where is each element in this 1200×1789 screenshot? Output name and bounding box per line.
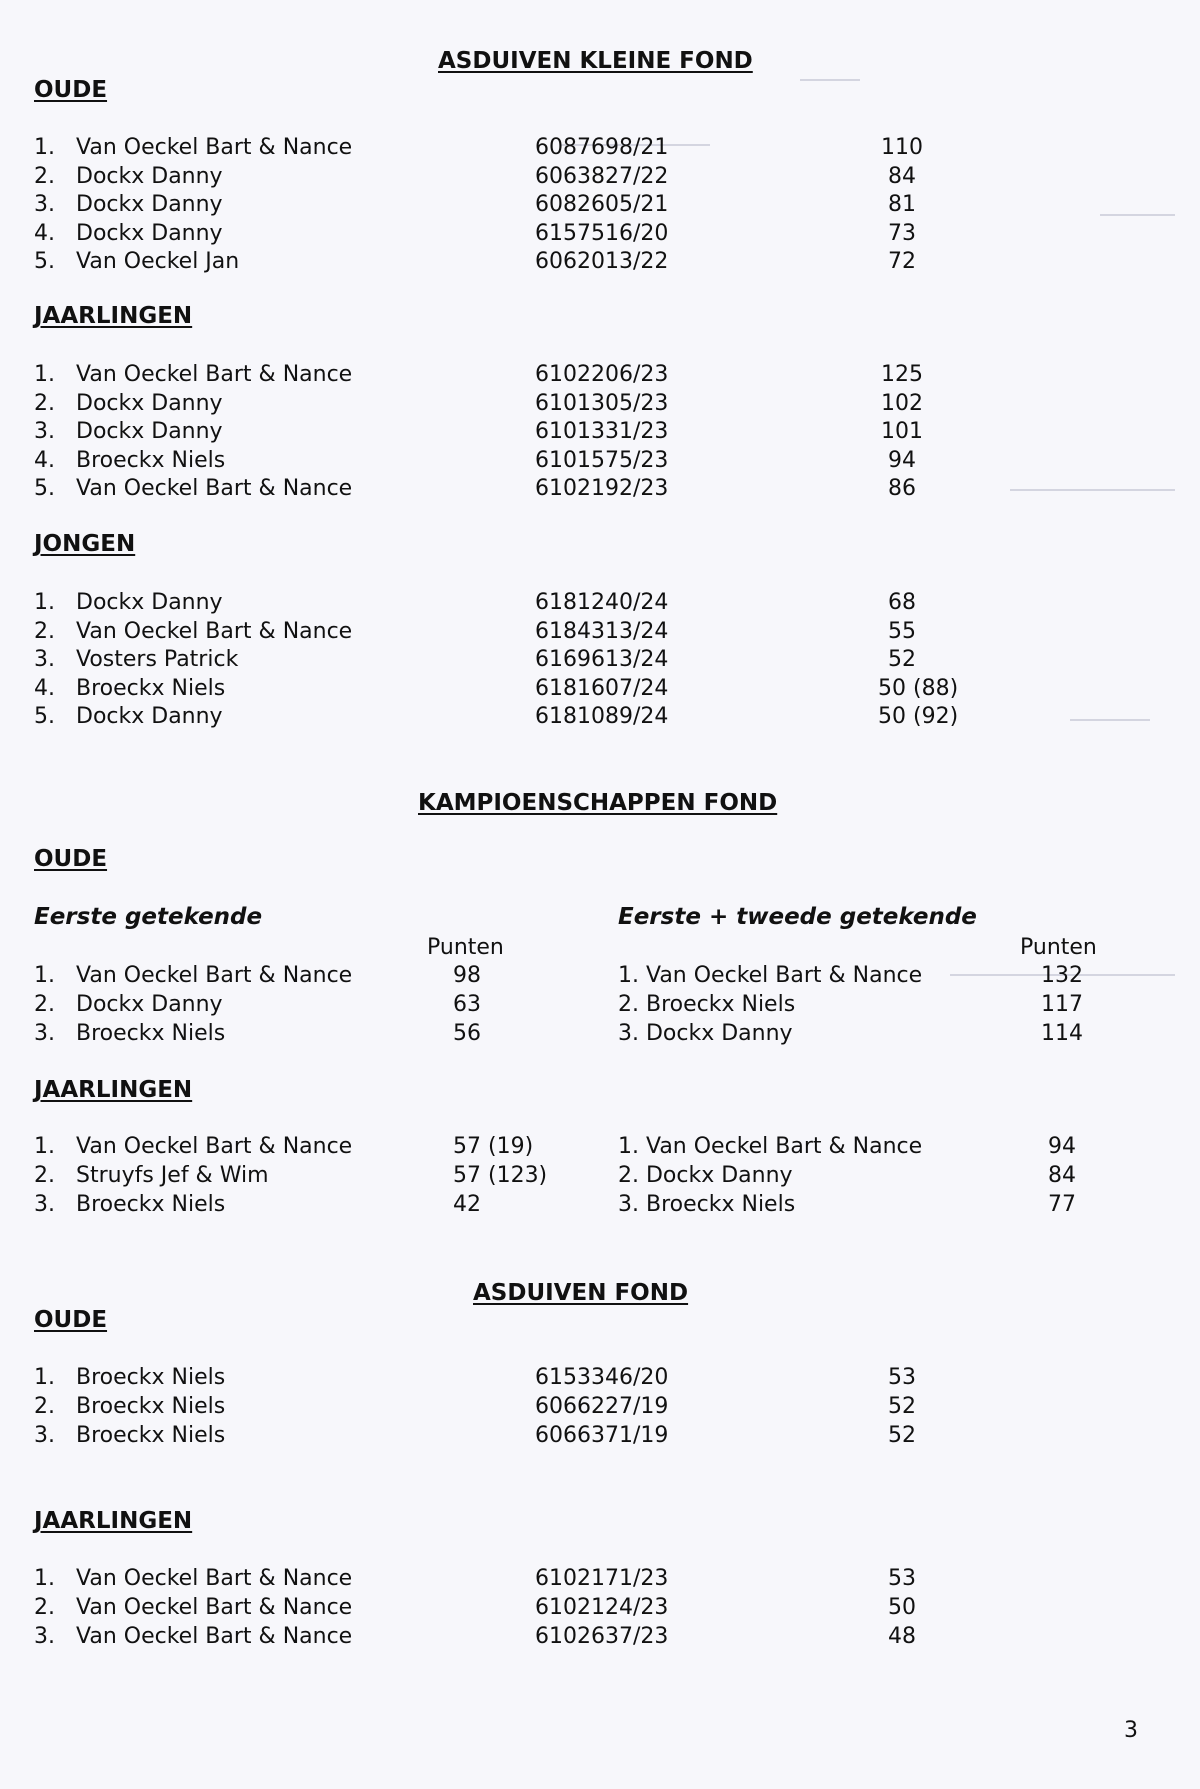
rank-number: 4. [34, 675, 55, 701]
fancier-name: 3. Dockx Danny [618, 1020, 793, 1046]
list-item [34, 221, 1034, 249]
punten-label: Punten [427, 935, 504, 960]
fancier-name: 1. Van Oeckel Bart & Nance [618, 1134, 923, 1159]
score-value: 53 [888, 1365, 916, 1390]
fancier-name: Broeckx Niels [76, 1020, 226, 1046]
fancier-name: Dockx Danny [76, 991, 223, 1017]
list-item [618, 992, 1098, 1020]
score-value: 52 [888, 1422, 916, 1448]
points-value: 57 (19) [453, 1134, 534, 1159]
score-value: 125 [881, 362, 923, 387]
points-value: 132 [1041, 963, 1083, 988]
points-value: 42 [453, 1191, 481, 1217]
list-item [618, 1192, 1098, 1220]
points-value: 94 [1048, 1134, 1076, 1159]
list-item [34, 619, 1034, 647]
fancier-name: Van Oeckel Bart & Nance [76, 1623, 353, 1649]
score-value: 53 [888, 1566, 916, 1591]
score-value: 50 (92) [878, 704, 959, 729]
ring-number: 6062013/22 [535, 249, 669, 274]
rank-number: 2. [34, 390, 55, 416]
rank-number: 1. [34, 1365, 55, 1390]
list-item [34, 164, 1034, 192]
fancier-name: Van Oeckel Bart & Nance [76, 618, 353, 644]
subheading-eerste-getekende: Eerste getekende [34, 904, 263, 930]
list-item [34, 676, 1034, 704]
rank-number: 5. [34, 704, 55, 729]
rank-number: 4. [34, 447, 55, 473]
points-value: 63 [453, 991, 481, 1017]
list-item [618, 963, 1098, 991]
rank-number: 3. [34, 419, 55, 444]
rank-number: 4. [34, 220, 55, 246]
list-item [34, 249, 1034, 277]
score-value: 94 [888, 447, 916, 473]
heading-oude: OUDE [34, 846, 108, 872]
ring-number: 6181089/24 [535, 704, 669, 729]
rank-number: 5. [34, 249, 55, 274]
score-value: 102 [881, 390, 923, 416]
rank-number: 1. [34, 1134, 55, 1159]
fancier-name: 1. Van Oeckel Bart & Nance [618, 963, 923, 988]
heading-jaarlingen: JAARLINGEN [34, 303, 193, 329]
fancier-name: Van Oeckel Bart & Nance [76, 963, 353, 988]
list-item [34, 992, 574, 1020]
points-value: 84 [1048, 1162, 1076, 1188]
score-value: 48 [888, 1623, 916, 1649]
rank-number: 1. [34, 135, 55, 160]
score-value: 86 [888, 476, 916, 501]
points-value: 77 [1048, 1191, 1076, 1217]
heading-oude: OUDE [34, 1307, 108, 1333]
ring-number: 6063827/22 [535, 163, 669, 189]
rank-number: 3. [34, 1422, 55, 1448]
fancier-name: Broeckx Niels [76, 1365, 226, 1390]
list-item [34, 1566, 1034, 1594]
score-value: 81 [888, 192, 916, 217]
rank-number: 3. [34, 192, 55, 217]
ring-number: 6169613/24 [535, 647, 669, 672]
rank-number: 1. [34, 590, 55, 615]
fancier-name: Van Oeckel Bart & Nance [76, 1594, 353, 1620]
list-item [34, 1192, 574, 1220]
score-value: 55 [888, 618, 916, 644]
score-value: 84 [888, 163, 916, 189]
score-value: 52 [888, 1393, 916, 1419]
fancier-name: Vosters Patrick [76, 647, 239, 672]
score-value: 72 [888, 249, 916, 274]
ring-number: 6184313/24 [535, 618, 669, 644]
rank-number: 1. [34, 963, 55, 988]
score-value: 50 (88) [878, 675, 959, 701]
heading-jaarlingen: JAARLINGEN [34, 1508, 193, 1534]
list-item [34, 391, 1034, 419]
list-item [34, 1595, 1034, 1623]
section-title-kleine-fond: ASDUIVEN KLEINE FOND [438, 48, 753, 74]
rank-number: 1. [34, 1566, 55, 1591]
rank-number: 3. [34, 647, 55, 672]
points-value: 117 [1041, 991, 1083, 1017]
list-item [34, 1394, 1034, 1422]
fancier-name: Dockx Danny [76, 419, 223, 444]
list-item [34, 192, 1034, 220]
ring-number: 6181240/24 [535, 590, 669, 615]
ring-number: 6153346/20 [535, 1365, 669, 1390]
list-item [34, 448, 1034, 476]
fancier-name: Dockx Danny [76, 390, 223, 416]
ring-number: 6102192/23 [535, 476, 669, 501]
page-number: 3 [1124, 1718, 1138, 1743]
rank-number: 2. [34, 1594, 55, 1620]
score-value: 110 [881, 135, 923, 160]
list-item [34, 476, 1034, 504]
list-item [34, 419, 1034, 447]
heading-oude: OUDE [34, 77, 108, 103]
score-value: 73 [888, 220, 916, 246]
points-value: 98 [453, 963, 481, 988]
section-title-fond: ASDUIVEN FOND [473, 1280, 689, 1306]
list-item [34, 362, 1034, 390]
section-title-kampioenschappen: KAMPIOENSCHAPPEN FOND [418, 790, 778, 816]
fancier-name: Broeckx Niels [76, 675, 226, 701]
score-value: 50 [888, 1594, 916, 1620]
fancier-name: Broeckx Niels [76, 447, 226, 473]
fancier-name: Van Oeckel Bart & Nance [76, 362, 353, 387]
ring-number: 6181607/24 [535, 675, 669, 701]
rank-number: 3. [34, 1191, 55, 1217]
ring-number: 6066371/19 [535, 1422, 669, 1448]
rank-number: 1. [34, 362, 55, 387]
ring-number: 6101331/23 [535, 419, 669, 444]
ring-number: 6087698/21 [535, 135, 669, 160]
points-value: 114 [1041, 1020, 1083, 1046]
fancier-name: 3. Broeckx Niels [618, 1191, 796, 1217]
list-item [618, 1021, 1098, 1049]
punten-label: Punten [1020, 935, 1097, 960]
points-value: 56 [453, 1020, 481, 1046]
rank-number: 2. [34, 163, 55, 189]
ring-number: 6066227/19 [535, 1393, 669, 1419]
fancier-name: Dockx Danny [76, 220, 223, 246]
list-item [34, 1163, 574, 1191]
list-item [34, 590, 1034, 618]
list-item [618, 1163, 1098, 1191]
ring-number: 6102637/23 [535, 1623, 669, 1649]
ring-number: 6082605/21 [535, 192, 669, 217]
score-value: 101 [881, 419, 923, 444]
fancier-name: Broeckx Niels [76, 1191, 226, 1217]
rank-number: 2. [34, 1162, 55, 1188]
score-value: 68 [888, 590, 916, 615]
rank-number: 2. [34, 1393, 55, 1419]
fancier-name: Van Oeckel Bart & Nance [76, 1134, 353, 1159]
list-item [34, 135, 1034, 163]
score-value: 52 [888, 647, 916, 672]
ring-number: 6102124/23 [535, 1594, 669, 1620]
fancier-name: Van Oeckel Jan [76, 249, 240, 274]
ring-number: 6157516/20 [535, 220, 669, 246]
list-item [34, 1624, 1034, 1652]
ring-number: 6102206/23 [535, 362, 669, 387]
rank-number: 2. [34, 618, 55, 644]
list-item [618, 1134, 1098, 1162]
points-value: 57 (123) [453, 1162, 548, 1188]
fancier-name: Van Oeckel Bart & Nance [76, 1566, 353, 1591]
rank-number: 3. [34, 1623, 55, 1649]
list-item [34, 1423, 1034, 1451]
fancier-name: Van Oeckel Bart & Nance [76, 135, 353, 160]
list-item [34, 647, 1034, 675]
fancier-name: 2. Broeckx Niels [618, 991, 796, 1017]
fancier-name: Struyfs Jef & Wim [76, 1162, 269, 1188]
fancier-name: Broeckx Niels [76, 1393, 226, 1419]
fancier-name: Dockx Danny [76, 192, 223, 217]
fancier-name: Broeckx Niels [76, 1422, 226, 1448]
ring-number: 6101575/23 [535, 447, 669, 473]
list-item [34, 1134, 574, 1162]
subheading-eerste-tweede-getekende: Eerste + tweede getekende [618, 904, 977, 930]
fancier-name: Dockx Danny [76, 163, 223, 189]
fancier-name: Dockx Danny [76, 590, 223, 615]
heading-jongen: JONGEN [34, 531, 136, 557]
list-item [34, 1365, 1034, 1393]
fancier-name: Dockx Danny [76, 704, 223, 729]
list-item [34, 963, 574, 991]
list-item [34, 704, 1034, 732]
fancier-name: 2. Dockx Danny [618, 1162, 793, 1188]
heading-jaarlingen: JAARLINGEN [34, 1077, 193, 1103]
fancier-name: Van Oeckel Bart & Nance [76, 476, 353, 501]
list-item [34, 1021, 574, 1049]
rank-number: 3. [34, 1020, 55, 1046]
rank-number: 2. [34, 991, 55, 1017]
rank-number: 5. [34, 476, 55, 501]
ring-number: 6101305/23 [535, 390, 669, 416]
ring-number: 6102171/23 [535, 1566, 669, 1591]
